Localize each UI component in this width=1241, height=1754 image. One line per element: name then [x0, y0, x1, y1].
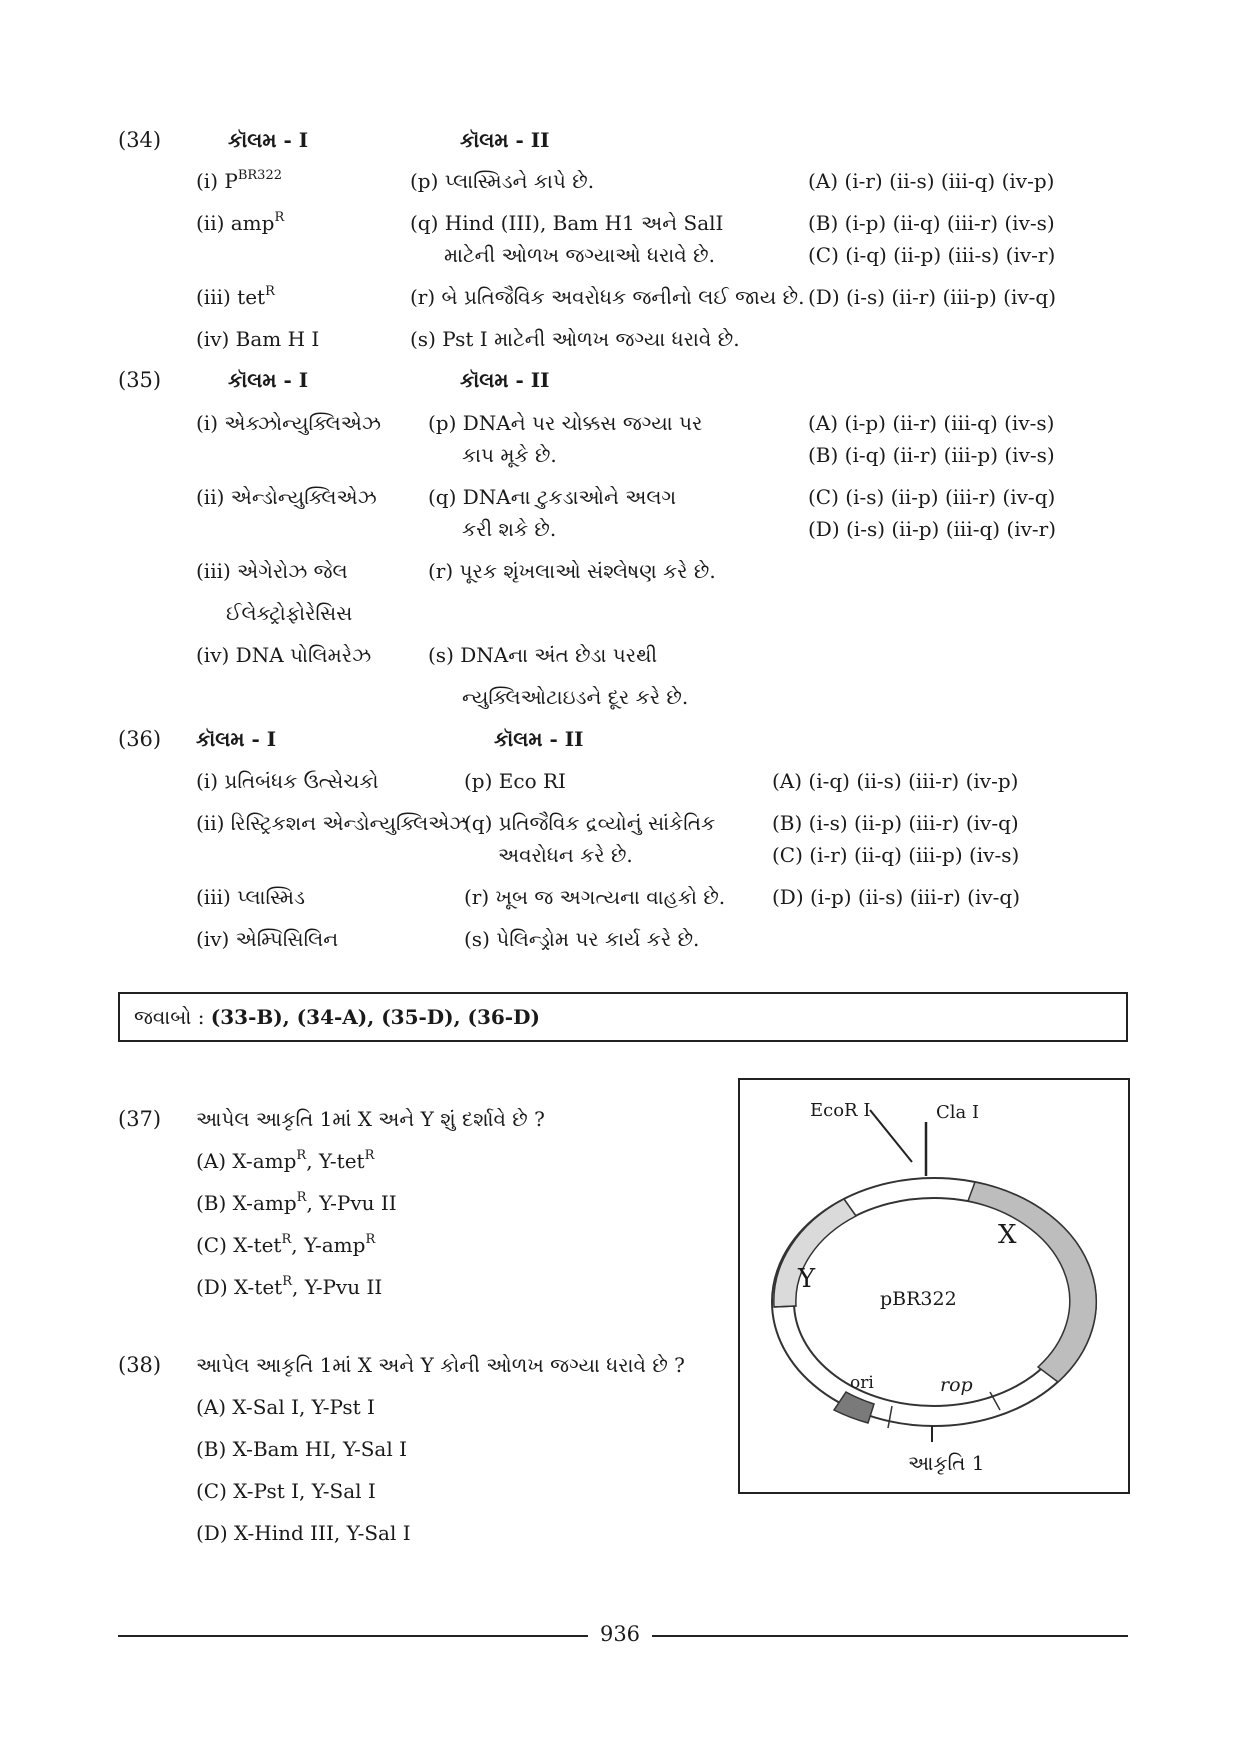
option: (A) X-Sal I, Y-Pst I — [196, 1395, 375, 1419]
column-header: કૉલમ - II — [494, 727, 584, 751]
question-number: (37) — [118, 1107, 162, 1131]
column-header: કૉલમ - II — [460, 128, 550, 152]
column1-item: (ii) amp$^R$ — [196, 210, 285, 235]
figure-caption: આકૃતિ 1 — [908, 1451, 985, 1475]
column2-item: (r) ખૂબ જ અગત્યના વાહકો છે. — [464, 885, 726, 909]
option: (C) X-Pst I, Y-Sal I — [196, 1479, 376, 1503]
footer-rule-left — [118, 1635, 588, 1637]
column-header: કૉલમ - I — [196, 727, 277, 751]
ori-label: ori — [850, 1373, 874, 1393]
column1-item: (iii) પ્લાસ્મિડ — [196, 885, 306, 909]
column2-item: (p) DNAને પર ચોક્કસ જગ્યા પર — [428, 411, 703, 435]
answer-option: (C) (i-s) (ii-p) (iii-r) (iv-q) — [808, 485, 1056, 509]
column2-item: (p) પ્લાસ્મિડને કાપે છે. — [410, 169, 595, 193]
column1-item-cont: ઈલેક્ટ્રોફોરેસિસ — [226, 601, 353, 625]
answer-option: (A) (i-q) (ii-s) (iii-r) (iv-p) — [772, 769, 1019, 793]
footer-rule-right — [652, 1635, 1128, 1637]
column2-item-cont: કરી શકે છે. — [462, 517, 557, 541]
answer-label: જવાબો : — [134, 1005, 205, 1029]
question-text: આપેલ આકૃતિ 1માં X અને Y કોની ઓળખ જગ્યા ધરાવે છે ? — [196, 1353, 685, 1377]
figure-box — [738, 1078, 1130, 1494]
ori-segment — [834, 1392, 874, 1423]
x-region — [968, 1182, 1096, 1382]
option: (B) X-Bam HI, Y-Sal I — [196, 1437, 407, 1461]
ecori-pointer — [870, 1110, 912, 1162]
plasmid-name: pBR322 — [880, 1288, 957, 1310]
column2-item-cont: ન્યુક્લિઓટાઇડને દૂર કરે છે. — [462, 685, 689, 709]
option: (D) X-Hind III, Y-Sal I — [196, 1521, 411, 1545]
question-number: (34) — [118, 128, 162, 152]
column2-item: (q) પ્રતિજૈવિક દ્રવ્યોનું સાંકેતિક — [464, 811, 716, 835]
answer-option: (B) (i-q) (ii-r) (iii-p) (iv-s) — [808, 443, 1055, 467]
clai-label: Cla I — [936, 1102, 980, 1123]
question-number: (35) — [118, 368, 162, 392]
option: (A) X-amp$^R$, Y-tet$^R$ — [196, 1148, 375, 1173]
answer-option: (A) (i-p) (ii-r) (iii-q) (iv-s) — [808, 411, 1055, 435]
column-header: કૉલમ - I — [228, 368, 309, 392]
question-text: આપેલ આકૃતિ 1માં X અને Y શું દર્શાવે છે ? — [196, 1107, 545, 1131]
answer-values: (33-B), (34-A), (35-D), (36-D) — [210, 1005, 540, 1029]
column2-item: (s) DNAના અંત છેડા પરથી — [428, 643, 658, 667]
question-number: (38) — [118, 1353, 162, 1377]
column1-item: (i) $P^{BR322}$ — [196, 168, 282, 193]
answer-option: (D) (i-p) (ii-s) (iii-r) (iv-q) — [772, 885, 1021, 909]
answer-option: (C) (i-r) (ii-q) (iii-p) (iv-s) — [772, 843, 1020, 867]
option: (C) X-tet$^R$, Y-amp$^R$ — [196, 1232, 376, 1257]
option: (B) X-amp$^R$, Y-Pvu II — [196, 1190, 397, 1215]
answer-box — [118, 992, 1128, 1042]
page-number: 936 — [599, 1622, 641, 1646]
answer-option: (A) (i-r) (ii-s) (iii-q) (iv-p) — [808, 169, 1055, 193]
column2-item-cont: માટેની ઓળખ જગ્યાઓ ધરાવે છે. — [444, 243, 715, 267]
answer-option: (B) (i-p) (ii-q) (iii-r) (iv-s) — [808, 211, 1055, 235]
column2-item: (r) પૂરક શૃંખલાઓ સંશ્લેષણ કરે છે. — [428, 559, 716, 583]
column2-item: (p) Eco RI — [464, 769, 566, 793]
column2-item-cont: કાપ મૂકે છે. — [462, 443, 557, 467]
answer-option: (C) (i-q) (ii-p) (iii-s) (iv-r) — [808, 243, 1056, 267]
column1-item: (i) એક્ઝોન્યુક્લિએઝ — [196, 411, 381, 435]
column1-item: (i) પ્રતિબંધક ઉત્સેચકો — [196, 769, 379, 793]
x-label: X — [998, 1220, 1017, 1250]
y-label: Y — [798, 1264, 816, 1294]
column1-item: (iii) એગેરોઝ જેલ — [196, 559, 348, 583]
column2-item-cont: અવરોધન કરે છે. — [498, 843, 633, 867]
answer-line — [134, 1005, 540, 1029]
column2-item: (q) Hind (III), Bam H1 અને SalI — [410, 211, 724, 235]
column1-item: (iv) Bam H I — [196, 327, 320, 351]
option: (D) X-tet$^R$, Y-Pvu II — [196, 1274, 383, 1299]
answer-option: (D) (i-s) (ii-p) (iii-q) (iv-r) — [808, 517, 1057, 541]
column2-item: (s) Pst I માટેની ઓળખ જગ્યા ધરાવે છે. — [410, 327, 740, 351]
column1-item: (iii) tet$^R$ — [196, 284, 275, 309]
ecori-label: EcoR I — [810, 1100, 871, 1121]
column2-item: (r) બે પ્રતિજૈવિક અવરોધક જનીનો લઈ જાય છે. — [410, 285, 805, 309]
column-header: કૉલમ - II — [460, 368, 550, 392]
column1-item: (ii) એન્ડોન્યુક્લિએઝ — [196, 485, 377, 509]
rop-label: rop — [940, 1374, 973, 1396]
column-header: કૉલમ - I — [228, 128, 309, 152]
column2-item: (q) DNAના ટુકડાઓને અલગ — [428, 485, 677, 509]
column1-item: (iv) DNA પોલિમરેઝ — [196, 643, 372, 667]
question-number: (36) — [118, 727, 162, 751]
column1-item: (ii) રિસ્ટ્રિકશન એન્ડોન્યુક્લિએઝ — [196, 811, 469, 835]
answer-option: (D) (i-s) (ii-r) (iii-p) (iv-q) — [808, 285, 1057, 309]
column1-item: (iv) એમ્પિસિલિન — [196, 927, 339, 951]
column2-item: (s) પેલિન્ડ્રોમ પર કાર્ય કરે છે. — [464, 927, 700, 951]
answer-option: (B) (i-s) (ii-p) (iii-r) (iv-q) — [772, 811, 1019, 835]
